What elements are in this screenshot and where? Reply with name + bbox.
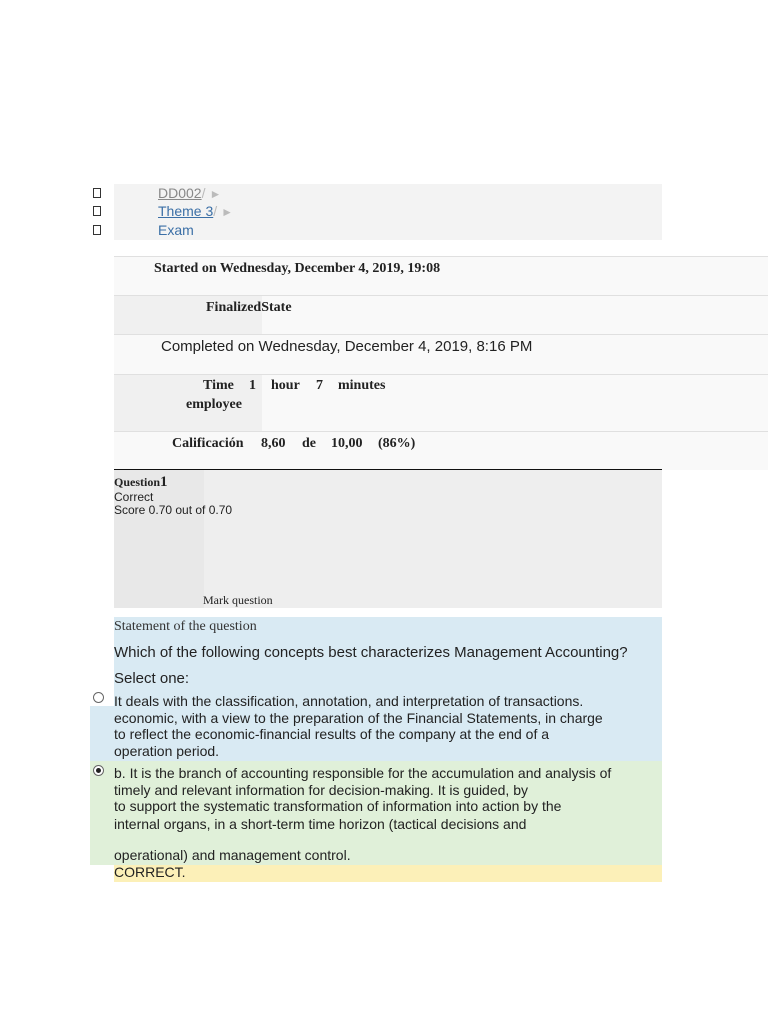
grade-of: de [302, 436, 316, 451]
time-label-2: employee [186, 397, 242, 412]
question-score: Score 0.70 out of 0.70 [114, 503, 233, 517]
summary-row-time [114, 374, 768, 432]
bullet-icon [93, 188, 101, 198]
breadcrumb-item [90, 202, 662, 221]
grade-percent: (86%) [378, 436, 416, 451]
bullet-icon [93, 206, 101, 216]
time-label: Time [203, 378, 234, 393]
feedback-box [114, 865, 662, 882]
option-a[interactable]: It deals with the classification, annotation, and interpretation of transactions. economic, with a view to the preparation of the Financial Statements, in charge to reflect the economic-financial results of the company at the end of a operation period. [90, 692, 662, 761]
breadcrumb-link-theme[interactable]: Theme 3/ ► [158, 203, 234, 219]
radio-option-a[interactable] [93, 692, 104, 703]
question-info [114, 469, 662, 608]
breadcrumb-link-course[interactable]: DD002/ ► [158, 185, 222, 201]
summary-row-grade [114, 431, 768, 470]
state-label: FinalizedState [206, 300, 292, 315]
grade-label: Calificación [172, 436, 244, 451]
time-value-hour-unit: hour [271, 378, 300, 393]
feedback-text: CORRECT. [114, 864, 186, 880]
arrow-right-icon: ► [209, 187, 222, 201]
question-number: Question1 [114, 474, 168, 490]
breadcrumb [90, 184, 662, 239]
breadcrumb-item [90, 184, 662, 203]
summary-row-state [114, 295, 768, 335]
option-b[interactable]: b. It is the branch of accounting responsible for the accumulation and analysis of timely and relevant information for decision-making. It is guided, by to support the systematic transformation of information into action by the internal organs, in a short-term time horizon (tactical decisions and operational) and management control. [90, 761, 662, 865]
summary-row-started [114, 256, 768, 296]
radio-option-b[interactable] [93, 765, 104, 776]
time-value-hours: 1 [249, 378, 256, 393]
grade-max: 10,00 [331, 436, 363, 451]
time-value-minute-unit: minutes [338, 378, 386, 393]
grade-score: 8,60 [261, 436, 286, 451]
breadcrumb-item [90, 221, 662, 240]
breadcrumb-link-exam[interactable]: Exam [158, 222, 194, 238]
question-status: Correct [114, 490, 154, 504]
statement-heading: Statement of the question [114, 619, 257, 634]
question-text: Which of the following concepts best characterizes Management Accounting? [114, 644, 628, 661]
select-one-prompt: Select one: [114, 670, 190, 687]
completed-text: Completed on Wednesday, December 4, 2019, 8:16 PM [161, 338, 533, 355]
time-value-minutes: 7 [316, 378, 323, 393]
started-text: Started on Wednesday, December 4, 2019, 19:08 [154, 261, 441, 276]
summary-row-completed [114, 334, 768, 375]
mark-question-link[interactable]: Mark question [203, 593, 273, 607]
arrow-right-icon: ► [221, 205, 234, 219]
bullet-icon [93, 225, 101, 235]
